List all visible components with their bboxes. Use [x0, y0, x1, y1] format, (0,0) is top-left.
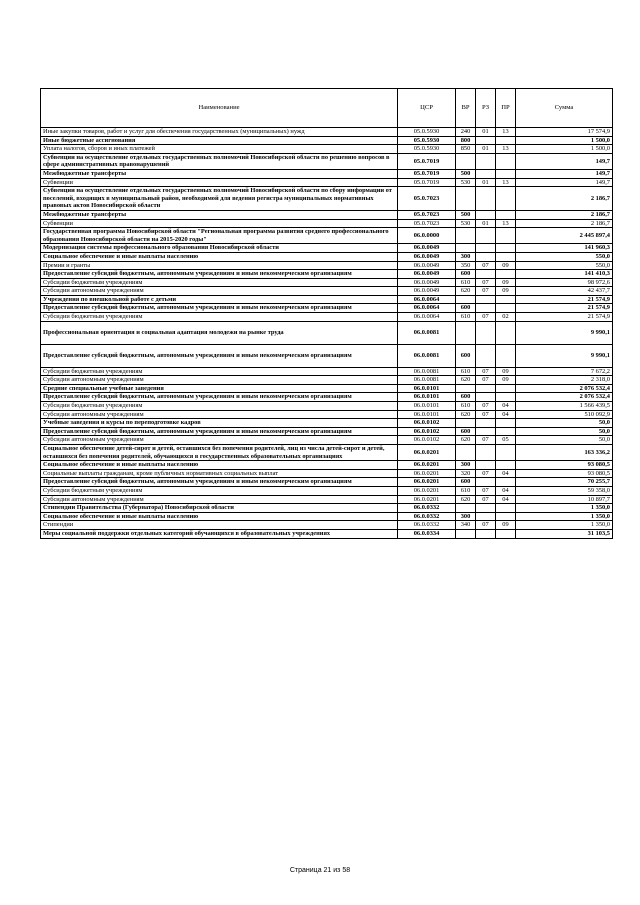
- cell-vr: 600: [456, 427, 476, 436]
- cell-pr: 04: [496, 495, 516, 504]
- cell-name: Иные закупки товаров, работ и услуг для обеспечения государственных (муниципальных) нужд: [41, 128, 398, 137]
- cell-sum: 42 437,7: [516, 287, 613, 296]
- cell-csr: 06.0.0049: [398, 261, 456, 270]
- table-row: [41, 244, 613, 253]
- cell-pr: [496, 153, 516, 169]
- cell-rz: 07: [476, 486, 496, 495]
- cell-pr: [496, 419, 516, 428]
- cell-rz: 07: [476, 402, 496, 411]
- cell-sum: 17 574,9: [516, 128, 613, 137]
- cell-csr: 05.0.5930: [398, 128, 456, 137]
- table-row: [41, 410, 613, 419]
- cell-pr: 04: [496, 486, 516, 495]
- cell-vr: 610: [456, 486, 476, 495]
- cell-name: Субсидии автономным учреждениям: [41, 436, 398, 445]
- cell-rz: 07: [476, 367, 496, 376]
- header-pr: ПР: [496, 89, 516, 128]
- cell-rz: 07: [476, 278, 496, 287]
- cell-pr: 09: [496, 376, 516, 385]
- cell-pr: [496, 393, 516, 402]
- cell-pr: [496, 384, 516, 393]
- table-row: [41, 128, 613, 137]
- table-row: [41, 210, 613, 219]
- cell-pr: [496, 210, 516, 219]
- cell-vr: [456, 295, 476, 304]
- cell-pr: [496, 136, 516, 145]
- cell-sum: 141 960,3: [516, 244, 613, 253]
- table-row: [41, 402, 613, 411]
- cell-sum: 98 972,6: [516, 278, 613, 287]
- table-header-row: [41, 89, 613, 128]
- cell-name: Предоставление субсидий бюджетным, автономным учреждениям и иным некоммерческим организациям: [41, 393, 398, 402]
- cell-name: Предоставление субсидий бюджетным, автономным учреждениям и иным некоммерческим организациям: [41, 427, 398, 436]
- cell-name: Социальное обеспечение и иные выплаты населению: [41, 461, 398, 470]
- cell-name: Стипендии Правительства (Губернатора) Новосибирской области: [41, 504, 398, 513]
- cell-rz: 01: [476, 128, 496, 137]
- cell-rz: [476, 169, 496, 178]
- cell-csr: 06.0.0049: [398, 270, 456, 279]
- cell-pr: [496, 478, 516, 487]
- cell-vr: [456, 153, 476, 169]
- cell-sum: 550,0: [516, 261, 613, 270]
- cell-csr: 05.0.7023: [398, 210, 456, 219]
- cell-vr: [456, 445, 476, 461]
- table-row: [41, 187, 613, 211]
- cell-sum: 70 255,7: [516, 478, 613, 487]
- cell-vr: 300: [456, 252, 476, 261]
- header-vr: ВР: [456, 89, 476, 128]
- cell-rz: [476, 344, 496, 367]
- cell-pr: [496, 244, 516, 253]
- cell-vr: 600: [456, 304, 476, 313]
- cell-vr: 600: [456, 344, 476, 367]
- cell-vr: [456, 384, 476, 393]
- table-row: [41, 495, 613, 504]
- cell-csr: 05.0.7019: [398, 153, 456, 169]
- cell-csr: 06.0.0064: [398, 313, 456, 322]
- cell-rz: 01: [476, 178, 496, 187]
- cell-vr: [456, 228, 476, 244]
- cell-csr: 06.0.0201: [398, 445, 456, 461]
- cell-csr: 05.0.5930: [398, 145, 456, 154]
- cell-vr: 610: [456, 367, 476, 376]
- cell-name: Субсидии бюджетным учреждениям: [41, 402, 398, 411]
- cell-name: Стипендии: [41, 521, 398, 530]
- cell-name: Учебные заведения и курсы по переподготовке кадров: [41, 419, 398, 428]
- cell-pr: [496, 270, 516, 279]
- cell-csr: 06.0.0064: [398, 295, 456, 304]
- cell-csr: 06.0.0332: [398, 504, 456, 513]
- cell-pr: 09: [496, 521, 516, 530]
- cell-csr: 06.0.0049: [398, 278, 456, 287]
- cell-vr: 600: [456, 478, 476, 487]
- cell-vr: 320: [456, 469, 476, 478]
- table-row: [41, 321, 613, 344]
- cell-csr: 06.0.0081: [398, 376, 456, 385]
- cell-rz: 01: [476, 145, 496, 154]
- cell-name: Предоставление субсидий бюджетным, автономным учреждениям и иным некоммерческим организациям: [41, 344, 398, 367]
- cell-name: Субсидии автономным учреждениям: [41, 495, 398, 504]
- cell-sum: 510 092,9: [516, 410, 613, 419]
- cell-pr: 13: [496, 178, 516, 187]
- cell-csr: 06.0.0102: [398, 427, 456, 436]
- table-row: [41, 529, 613, 538]
- header-sum: Сумма: [516, 89, 613, 128]
- cell-rz: [476, 478, 496, 487]
- table-row: [41, 313, 613, 322]
- cell-pr: [496, 187, 516, 211]
- cell-sum: 550,0: [516, 252, 613, 261]
- cell-sum: 21 574,9: [516, 304, 613, 313]
- table-row: [41, 219, 613, 228]
- cell-name: Субсидии автономным учреждениям: [41, 376, 398, 385]
- cell-rz: [476, 419, 496, 428]
- budget-table-container: [40, 88, 612, 539]
- cell-sum: 1 350,0: [516, 504, 613, 513]
- table-row: [41, 427, 613, 436]
- cell-csr: 06.0.0049: [398, 244, 456, 253]
- cell-rz: 07: [476, 469, 496, 478]
- table-row: [41, 436, 613, 445]
- cell-sum: 21 574,9: [516, 313, 613, 322]
- cell-rz: [476, 445, 496, 461]
- cell-rz: 07: [476, 261, 496, 270]
- cell-csr: 06.0.0201: [398, 495, 456, 504]
- cell-vr: 620: [456, 495, 476, 504]
- table-row: [41, 419, 613, 428]
- cell-csr: 05.0.5930: [398, 136, 456, 145]
- cell-rz: 07: [476, 376, 496, 385]
- cell-rz: 07: [476, 495, 496, 504]
- cell-csr: 06.0.0081: [398, 367, 456, 376]
- cell-rz: [476, 384, 496, 393]
- cell-pr: [496, 169, 516, 178]
- cell-pr: 02: [496, 313, 516, 322]
- cell-sum: 2 186,7: [516, 219, 613, 228]
- cell-sum: 31 103,5: [516, 529, 613, 538]
- cell-name: Субсидии бюджетным учреждениям: [41, 486, 398, 495]
- table-row: [41, 178, 613, 187]
- cell-pr: [496, 461, 516, 470]
- cell-rz: [476, 210, 496, 219]
- table-row: [41, 512, 613, 521]
- header-rz: РЗ: [476, 89, 496, 128]
- table-row: [41, 153, 613, 169]
- cell-vr: [456, 187, 476, 211]
- cell-rz: 07: [476, 313, 496, 322]
- cell-sum: 10 897,7: [516, 495, 613, 504]
- cell-sum: 2 186,7: [516, 187, 613, 211]
- cell-rz: [476, 252, 496, 261]
- table-row: [41, 486, 613, 495]
- table-row: [41, 393, 613, 402]
- cell-name: Средние специальные учебные заведения: [41, 384, 398, 393]
- table-row: [41, 469, 613, 478]
- cell-vr: 620: [456, 410, 476, 419]
- cell-csr: 05.0.7023: [398, 219, 456, 228]
- cell-vr: 850: [456, 145, 476, 154]
- cell-vr: 530: [456, 178, 476, 187]
- cell-name: Социальное обеспечение и иные выплаты населению: [41, 252, 398, 261]
- cell-sum: 2 445 897,4: [516, 228, 613, 244]
- cell-pr: [496, 427, 516, 436]
- cell-vr: 620: [456, 287, 476, 296]
- cell-vr: 610: [456, 278, 476, 287]
- cell-pr: [496, 321, 516, 344]
- table-row: [41, 169, 613, 178]
- cell-vr: [456, 321, 476, 344]
- cell-sum: 50,0: [516, 436, 613, 445]
- cell-sum: 1 350,0: [516, 512, 613, 521]
- cell-rz: [476, 295, 496, 304]
- table-row: [41, 521, 613, 530]
- cell-vr: 300: [456, 512, 476, 521]
- cell-csr: 06.0.0049: [398, 252, 456, 261]
- cell-vr: [456, 244, 476, 253]
- cell-sum: 7 672,2: [516, 367, 613, 376]
- table-row: [41, 384, 613, 393]
- cell-pr: 13: [496, 128, 516, 137]
- table-row: [41, 376, 613, 385]
- cell-rz: [476, 304, 496, 313]
- cell-pr: [496, 529, 516, 538]
- cell-pr: [496, 295, 516, 304]
- cell-vr: 600: [456, 393, 476, 402]
- cell-rz: [476, 153, 496, 169]
- table-row: [41, 278, 613, 287]
- cell-sum: 1 500,0: [516, 145, 613, 154]
- cell-rz: 07: [476, 287, 496, 296]
- cell-csr: 06.0.0101: [398, 384, 456, 393]
- cell-vr: 620: [456, 436, 476, 445]
- header-csr: ЦСР: [398, 89, 456, 128]
- cell-rz: 01: [476, 219, 496, 228]
- cell-csr: 06.0.0101: [398, 393, 456, 402]
- cell-name: Субсидии бюджетным учреждениям: [41, 278, 398, 287]
- cell-name: Социальное обеспечение детей-сирот и детей, оставшихся без попечения родителей, лиц из числа детей-сирот и детей, оставшихся без попечения родителей, обучающихся в государственных образовательных организациях: [41, 445, 398, 461]
- cell-name: Субвенции на осуществление отдельных государственных полномочий Новосибирской области по решению вопросов в сфере административных правонарушений: [41, 153, 398, 169]
- cell-rz: [476, 228, 496, 244]
- cell-name: Субсидии бюджетным учреждениям: [41, 367, 398, 376]
- cell-vr: [456, 419, 476, 428]
- cell-pr: [496, 252, 516, 261]
- cell-name: Субсидии автономным учреждениям: [41, 287, 398, 296]
- cell-pr: [496, 445, 516, 461]
- cell-rz: [476, 321, 496, 344]
- cell-vr: 350: [456, 261, 476, 270]
- cell-vr: 500: [456, 169, 476, 178]
- cell-csr: 05.0.7023: [398, 187, 456, 211]
- cell-name: Межбюджетные трансферты: [41, 210, 398, 219]
- cell-name: Уплата налогов, сборов и иных платежей: [41, 145, 398, 154]
- cell-vr: 530: [456, 219, 476, 228]
- cell-name: Социальные выплаты гражданам, кроме публичных нормативных социальных выплат: [41, 469, 398, 478]
- cell-sum: 59 358,0: [516, 486, 613, 495]
- table-row: [41, 295, 613, 304]
- cell-name: Субвенции: [41, 178, 398, 187]
- cell-vr: [456, 529, 476, 538]
- cell-pr: 04: [496, 402, 516, 411]
- cell-pr: 13: [496, 145, 516, 154]
- cell-rz: [476, 461, 496, 470]
- table-row: [41, 136, 613, 145]
- table-row: [41, 252, 613, 261]
- cell-sum: 1 350,0: [516, 521, 613, 530]
- cell-rz: [476, 187, 496, 211]
- budget-table: [40, 88, 613, 539]
- cell-rz: [476, 512, 496, 521]
- cell-sum: 149,7: [516, 169, 613, 178]
- cell-pr: [496, 228, 516, 244]
- cell-vr: 610: [456, 313, 476, 322]
- cell-pr: 09: [496, 261, 516, 270]
- table-row: [41, 478, 613, 487]
- cell-sum: 9 990,1: [516, 321, 613, 344]
- cell-name: Предоставление субсидий бюджетным, автономным учреждениям и иным некоммерческим организациям: [41, 478, 398, 487]
- cell-csr: 06.0.0332: [398, 521, 456, 530]
- cell-csr: 05.0.7019: [398, 169, 456, 178]
- cell-csr: 06.0.0101: [398, 402, 456, 411]
- cell-name: Предоставление субсидий бюджетным, автономным учреждениям и иным некоммерческим организациям: [41, 304, 398, 313]
- cell-csr: 06.0.0102: [398, 436, 456, 445]
- page-footer: Страница 21 из 58: [289, 867, 351, 874]
- cell-vr: 600: [456, 270, 476, 279]
- cell-vr: 620: [456, 376, 476, 385]
- cell-vr: 240: [456, 128, 476, 137]
- cell-name: Предоставление субсидий бюджетным, автономным учреждениям и иным некоммерческим организациям: [41, 270, 398, 279]
- cell-rz: [476, 504, 496, 513]
- cell-rz: 07: [476, 521, 496, 530]
- table-row: [41, 270, 613, 279]
- cell-sum: 149,7: [516, 153, 613, 169]
- cell-rz: [476, 427, 496, 436]
- budget-table-body: [41, 89, 613, 539]
- cell-name: Модернизация системы профессионального образования Новосибирской области: [41, 244, 398, 253]
- table-row: [41, 504, 613, 513]
- cell-pr: 05: [496, 436, 516, 445]
- cell-sum: 9 990,1: [516, 344, 613, 367]
- cell-csr: 06.0.0334: [398, 529, 456, 538]
- cell-sum: 50,0: [516, 419, 613, 428]
- cell-csr: 06.0.0201: [398, 461, 456, 470]
- table-row: [41, 445, 613, 461]
- cell-name: Межбюджетные трансферты: [41, 169, 398, 178]
- cell-vr: 500: [456, 210, 476, 219]
- cell-pr: 13: [496, 219, 516, 228]
- cell-name: Социальное обеспечение и иные выплаты населению: [41, 512, 398, 521]
- cell-sum: 163 336,2: [516, 445, 613, 461]
- cell-name: Профессиональная ориентация и социальная адаптация молодежи на рынке труда: [41, 321, 398, 344]
- cell-rz: [476, 393, 496, 402]
- cell-name: Субвенции на осуществление отдельных государственных полномочий Новосибирской области по сбору информации от поселений, входящих в муниципальный район, необходимой для ведения регистра муниципальных нормативных правовых актов Новосибирской области: [41, 187, 398, 211]
- cell-pr: 04: [496, 469, 516, 478]
- cell-csr: 06.0.0000: [398, 228, 456, 244]
- header-name: Наименование: [41, 89, 398, 128]
- cell-sum: 141 410,3: [516, 270, 613, 279]
- cell-name: Государственная программа Новосибирской области "Региональная программа развития среднего профессионального образования Новосибирской области на 2015-2020 годы": [41, 228, 398, 244]
- cell-rz: [476, 244, 496, 253]
- table-row: [41, 344, 613, 367]
- cell-pr: [496, 504, 516, 513]
- cell-pr: [496, 512, 516, 521]
- cell-vr: [456, 504, 476, 513]
- cell-name: Субвенции: [41, 219, 398, 228]
- cell-sum: 2 076 532,4: [516, 384, 613, 393]
- table-row: [41, 287, 613, 296]
- cell-csr: 06.0.0201: [398, 478, 456, 487]
- table-row: [41, 367, 613, 376]
- cell-name: Премии и гранты: [41, 261, 398, 270]
- cell-rz: [476, 136, 496, 145]
- cell-pr: 09: [496, 287, 516, 296]
- cell-name: Иные бюджетные ассигнования: [41, 136, 398, 145]
- table-row: [41, 304, 613, 313]
- cell-sum: 1 566 439,5: [516, 402, 613, 411]
- cell-rz: [476, 270, 496, 279]
- cell-csr: 06.0.0049: [398, 287, 456, 296]
- cell-sum: 2 076 532,4: [516, 393, 613, 402]
- cell-sum: 1 500,0: [516, 136, 613, 145]
- cell-pr: [496, 344, 516, 367]
- cell-name: Меры социальной поддержки отдельных категорий обучающихся в образовательных учреждениях: [41, 529, 398, 538]
- cell-csr: 05.0.7019: [398, 178, 456, 187]
- cell-csr: 06.0.0081: [398, 321, 456, 344]
- cell-vr: 610: [456, 402, 476, 411]
- cell-csr: 06.0.0081: [398, 344, 456, 367]
- cell-sum: 149,7: [516, 178, 613, 187]
- cell-pr: 09: [496, 367, 516, 376]
- cell-name: Субсидии автономным учреждениям: [41, 410, 398, 419]
- table-row: [41, 145, 613, 154]
- cell-rz: 07: [476, 410, 496, 419]
- cell-csr: 06.0.0064: [398, 304, 456, 313]
- cell-csr: 06.0.0201: [398, 469, 456, 478]
- cell-sum: 21 574,9: [516, 295, 613, 304]
- cell-csr: 06.0.0332: [398, 512, 456, 521]
- cell-sum: 93 080,5: [516, 461, 613, 470]
- cell-csr: 06.0.0102: [398, 419, 456, 428]
- cell-vr: 340: [456, 521, 476, 530]
- cell-csr: 06.0.0201: [398, 486, 456, 495]
- cell-name: Субсидии бюджетным учреждениям: [41, 313, 398, 322]
- cell-rz: [476, 529, 496, 538]
- cell-sum: 2 186,7: [516, 210, 613, 219]
- cell-csr: 06.0.0101: [398, 410, 456, 419]
- cell-pr: 09: [496, 278, 516, 287]
- cell-pr: [496, 304, 516, 313]
- table-row: [41, 228, 613, 244]
- cell-pr: 04: [496, 410, 516, 419]
- cell-rz: 07: [476, 436, 496, 445]
- cell-name: Учреждения по внешкольной работе с детьми: [41, 295, 398, 304]
- table-row: [41, 261, 613, 270]
- cell-vr: 800: [456, 136, 476, 145]
- cell-sum: 2 318,0: [516, 376, 613, 385]
- cell-vr: 300: [456, 461, 476, 470]
- cell-sum: 93 080,5: [516, 469, 613, 478]
- table-row: [41, 461, 613, 470]
- cell-sum: 50,0: [516, 427, 613, 436]
